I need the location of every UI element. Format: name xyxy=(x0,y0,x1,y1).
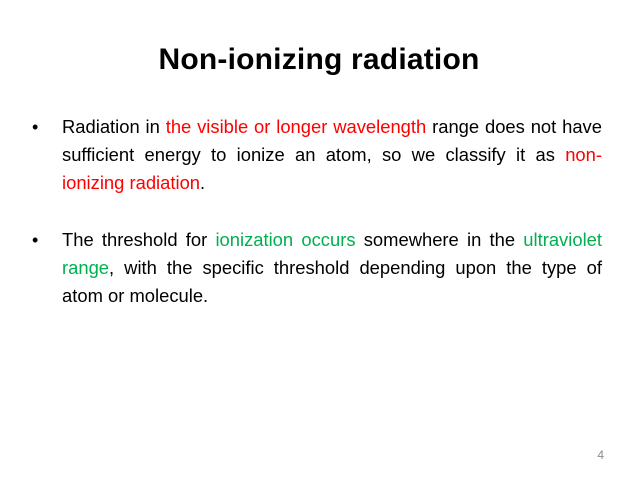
bullet2-highlight-ultraviolet: ultraviolet range xyxy=(62,229,602,278)
page-number: 4 xyxy=(597,448,604,462)
bullet2-highlight-ionization: ionization occurs xyxy=(215,229,356,250)
bullet2-text-part2: somewhere in the xyxy=(355,229,524,250)
bullet-item-threshold xyxy=(32,226,602,310)
bullet1-text-part3: . xyxy=(200,172,206,193)
bullet-icon: • xyxy=(32,117,39,137)
bullet1-text-part1: Radiation in xyxy=(62,116,166,137)
bullet-list xyxy=(32,113,602,310)
bullet-item-non-ionizing xyxy=(32,113,602,197)
bullet1-highlight-term: non-ionizing radiation xyxy=(62,144,602,193)
bullet2-text-part3: , with the specific threshold depending upon the type of atom or molecule. xyxy=(62,257,602,306)
bullet-icon: • xyxy=(32,230,39,250)
bullet1-text-part2: range does not have sufficient energy to ionize an atom, so we classify it as xyxy=(62,116,602,165)
bullet1-highlight-wavelength: the visible or longer wavelength xyxy=(165,116,427,137)
slide-title: Non-ionizing radiation xyxy=(158,43,480,76)
bullet2-text-part1: The threshold for xyxy=(62,229,216,250)
